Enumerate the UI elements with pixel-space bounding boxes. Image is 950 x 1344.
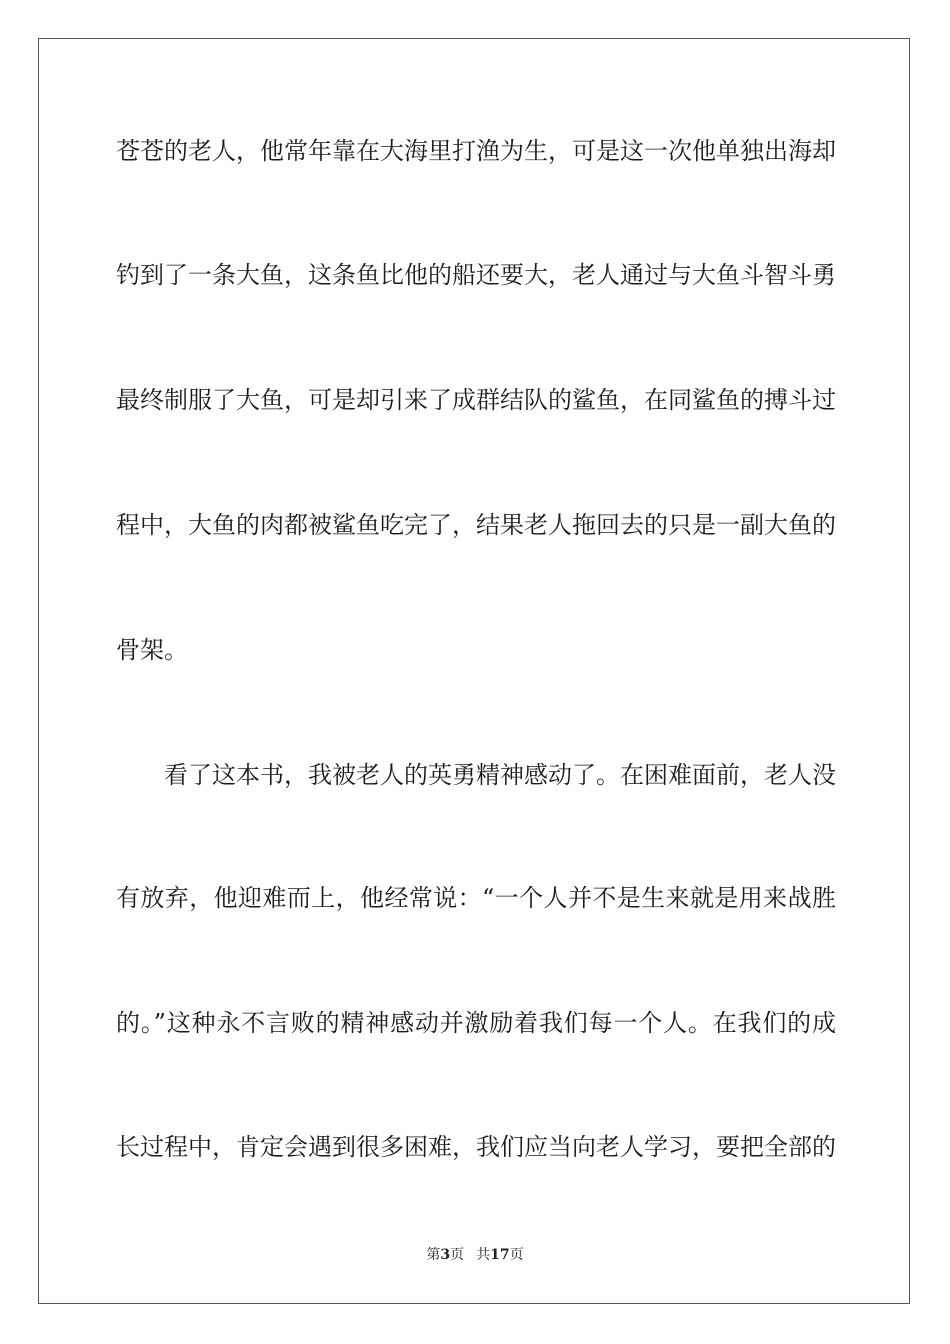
total-suffix: 页: [509, 1247, 524, 1263]
page-border: [38, 38, 910, 1304]
page-number: 3: [440, 1247, 451, 1263]
total-prefix: 共: [476, 1247, 491, 1263]
text-line-5: 骨架。: [116, 636, 188, 664]
page-footer: [0, 1245, 950, 1265]
text-line-1: 苍苍的老人，他常年靠在大海里打渔为生，可是这一次他单独出海却: [116, 137, 836, 165]
page-prefix: 第: [426, 1247, 441, 1263]
text-line-2: 钓到了一条大鱼，这条鱼比他的船还要大，老人通过与大鱼斗智斗勇: [116, 261, 836, 289]
text-line-3: 最终制服了大鱼，可是却引来了成群结队的鲨鱼，在同鲨鱼的搏斗过: [116, 386, 836, 414]
total-pages: 17: [490, 1247, 510, 1263]
page-suffix: 页: [450, 1247, 465, 1263]
paragraph-2-line-2: 有放弃，他迎难而上，他经常说：“一个人并不是生来就是用来战胜: [116, 884, 836, 912]
text-line-4: 程中，大鱼的肉都被鲨鱼吃完了，结果老人拖回去的只是一副大鱼的: [116, 511, 836, 539]
paragraph-2-line-1: 看了这本书，我被老人的英勇精神感动了。在困难面前，老人没: [164, 761, 836, 789]
paragraph-2-line-3: 的。”这种永不言败的精神感动并激励着我们每一个人。在我们的成: [116, 1009, 836, 1037]
paragraph-2-line-4: 长过程中，肯定会遇到很多困难，我们应当向老人学习，要把全部的: [116, 1133, 836, 1161]
